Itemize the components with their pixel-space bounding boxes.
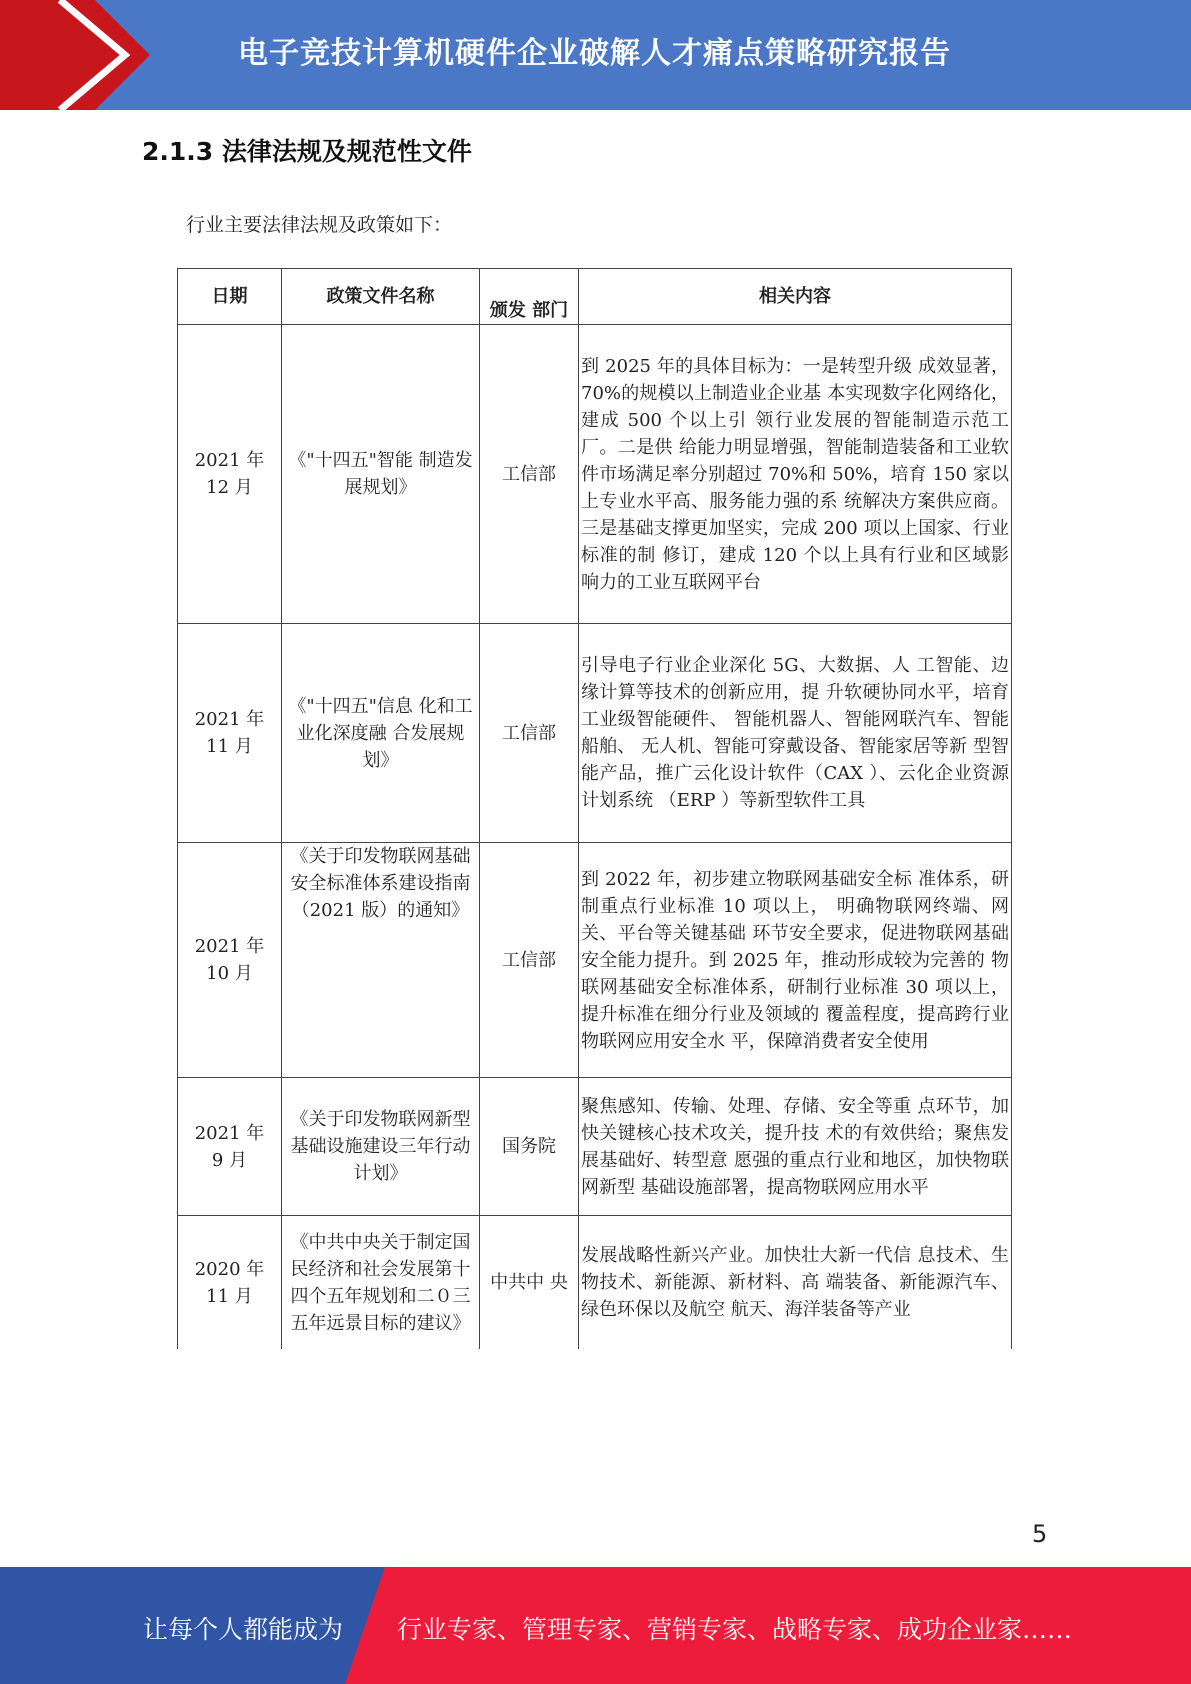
row-content: 聚焦感知、传输、处理、存储、安全等重 点环节，加快关键核心技术攻关，提升技 术的有效供给；聚焦发展基础好、转型意 愿强的重点行业和地区，加快物联网新型 基础设施部署，提高物联网应用水平 [579,1078,1012,1216]
header-department: 颁发 部门 [480,269,579,325]
row-policy-name: 《中共中央关于制定国民经济和社会发展第十四个五年规划和二０三五年远景目标的建议》 [282,1216,480,1350]
row-date-month: 9 月 [211,1149,248,1171]
row-content: 发展战略性新兴产业。加快壮大新一代信 息技术、生物技术、新能源、新材料、高 端装备、新能源汽车、绿色环保以及航空 航天、海洋装备等产业 [579,1216,1012,1350]
policy-table [177,268,1012,1349]
row-date-year: 2020 年 [194,1258,265,1280]
row-date-year: 2021 年 [194,1122,265,1144]
row-policy-name: 《"十四五"信息 化和工业化深度融 合发展规划》 [282,624,480,843]
row-date-year: 2021 年 [194,709,265,730]
footer-slogan-right: 行业专家、管理专家、营销专家、战略专家、成功企业家…… [397,1615,1073,1644]
table-row [178,325,1012,624]
row-date-year: 2021 年 [194,936,265,957]
header-content: 相关内容 [579,269,1012,325]
row-department: 国务院 [480,1078,579,1216]
section-heading: 2.1.3 法律法规及规范性文件 [142,137,472,166]
row-department: 工信部 [480,624,579,843]
row-date-month: 12 月 [206,477,253,498]
row-date-month: 11 月 [206,736,253,757]
table-row [178,624,1012,843]
table-row [178,1216,1012,1350]
header-policy-name: 政策文件名称 [282,269,480,325]
row-date [178,325,282,624]
report-title: 电子竞技计算机硬件企业破解人才痛点策略研究报告 [238,36,951,71]
row-content: 引导电子行业企业深化 5G、大数据、人 工智能、边缘计算等技术的创新应用，提 升软硬协同水平，培育工业级智能硬件、 智能机器人、智能网联汽车、智能船舶、 无人机、智能可穿戴设备、智能家居等新 型智能产品，推广云化设计软件（CAX ）、云化企业资源计划系统 （ERP ）等新型软件工具 [579,624,1012,843]
row-date-year: 2021 年 [194,450,265,471]
page-number: 5 [1032,1520,1048,1548]
row-date-month: 11 月 [206,1285,253,1307]
row-date [178,843,282,1078]
row-content: 到 2025 年的具体目标为：一是转型升级 成效显著，70%的规模以上制造业企业基 本实现数字化网络化，建成 500 个以上引 领行业发展的智能制造示范工厂。二是供 给能力明显增强，智能制造装备和工业软 件市场满足率分别超过 70%和 50%，培育 150 家以上专业水平高、服务能力强的系 统解决方案供应商。三是基础支撑更加坚实，完成 200 项以上国家、行业标准的制 修订，建成 120 个以上具有行业和区域影 响力的工业互联网平台 [579,325,1012,624]
row-date [178,1216,282,1350]
footer-slogan-left: 让每个人都能成为 [143,1615,344,1644]
row-department: 工信部 [480,325,579,624]
header-date: 日期 [178,269,282,325]
table-row [178,1078,1012,1216]
intro-paragraph: 行业主要法律法规及政策如下： [186,214,453,236]
table-header-row [178,269,1012,325]
row-date [178,1078,282,1216]
row-date-month: 10 月 [206,963,253,984]
row-policy-name: 《"十四五"智能 制造发展规划》 [282,325,480,624]
footer-band [0,1567,1191,1684]
row-policy-name: 《关于印发物联网新型基础设施建设三年行动计划》 [282,1078,480,1216]
table-row [178,843,1012,1078]
row-content: 到 2022 年，初步建立物联网基础安全标 准体系，研制重点行业标准 10 项以上， 明确物联网终端、网关、平台等关键基础 环节安全要求，促进物联网基础安全能力提升。到 2025 年，推动形成较为完善的 物联网基础安全标准体系，研制行业标准 30 项以上，提升标准在细分行业及领域的 覆盖程度，提高跨行业物联网应用安全水 平，保障消费者安全使用 [579,843,1012,1078]
row-date [178,624,282,843]
row-policy-name: 《关于印发物联网基础安全标准体系建设指南（2021 版）的通知》 [282,843,480,1078]
row-department: 工信部 [480,843,579,1078]
row-department: 中共中 央 [480,1216,579,1350]
header-band [0,0,1191,110]
